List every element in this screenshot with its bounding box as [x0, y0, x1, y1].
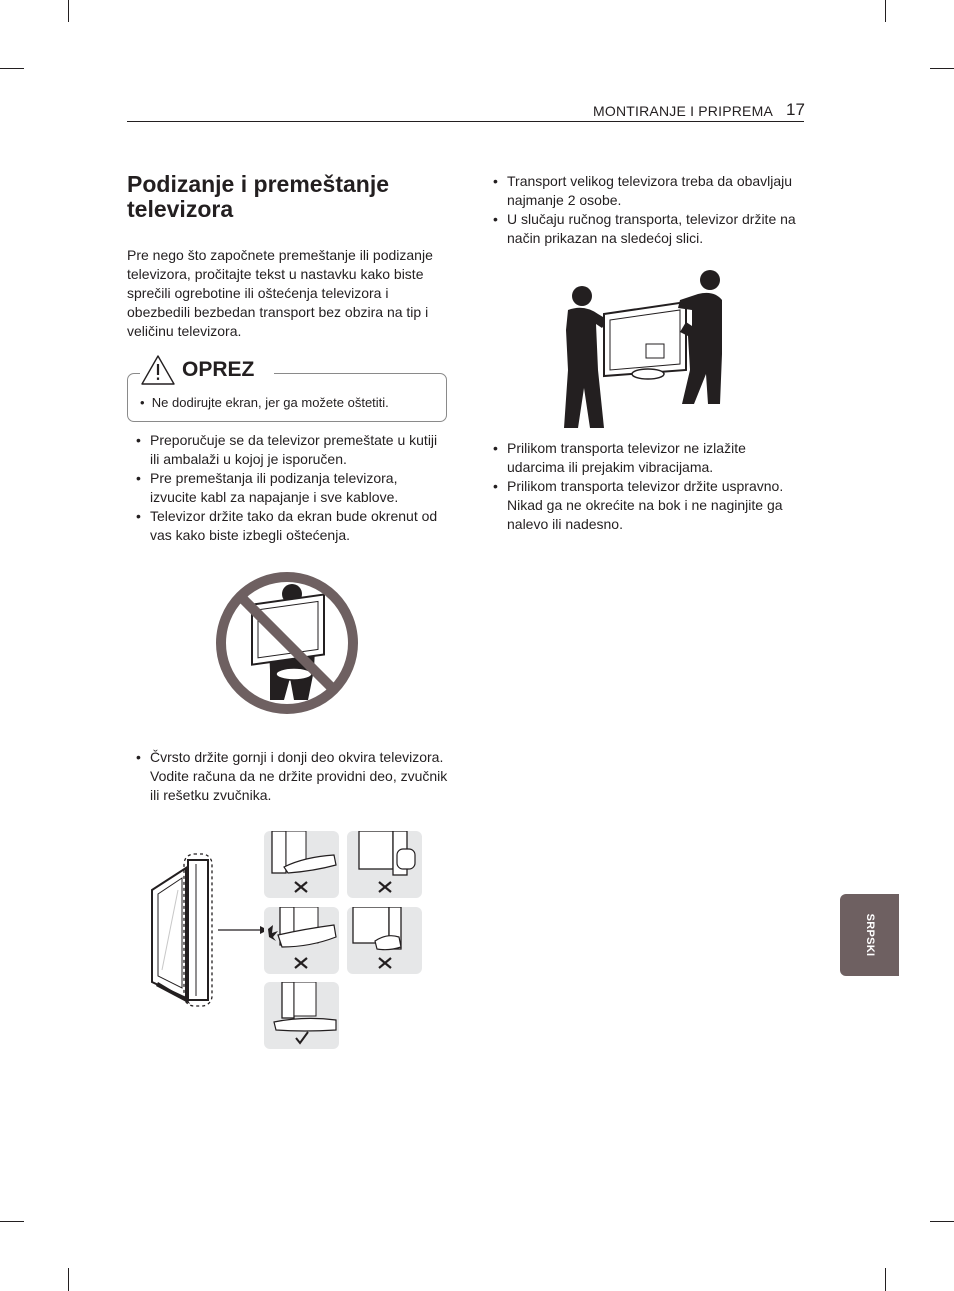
grip-example-correct: [264, 982, 339, 1049]
language-tab-label: SRPSKI: [863, 913, 876, 957]
left-bullet-list-2: [136, 748, 452, 805]
caution-item-text: Ne dodirujte ekran, jer ga možete oštetiti.: [151, 395, 389, 410]
grip-wrong-illustration: [347, 831, 422, 898]
intro-paragraph: Pre nego što započnete premeštanje ili podizanje televizora, pročitajte tekst u nastavku kako biste sprečili ogrebotine ili oštećenja televizora i obezbedili bezbedan transport bez obzira na tip i veličinu televizora.: [127, 247, 433, 339]
header-section-title: MONTIRANJE I PRIPREMA: [593, 103, 773, 119]
crop-mark: [885, 1268, 886, 1291]
list-item: • Preporučuje se da televizor premeštate u kutiji ili ambalaži u kojoj je isporučen.: [136, 431, 448, 469]
crop-mark: [0, 1221, 24, 1222]
grip-wrong-illustration: [264, 831, 339, 898]
list-item: • Transport velikog televizora treba da obavljaju najmanje 2 osobe.: [493, 172, 805, 210]
crop-mark: [930, 68, 954, 69]
grip-example-wrong-4: [347, 907, 422, 974]
grip-wrong-illustration: [347, 907, 422, 974]
caution-header: [140, 350, 274, 390]
page-title: Podizanje i premeštanje televizora: [127, 171, 390, 222]
caution-title: OPREZ: [182, 358, 255, 381]
crop-mark: [68, 1268, 69, 1291]
grip-example-wrong-2: [347, 831, 422, 898]
grip-example-wrong-3: [264, 907, 339, 974]
list-item: • Televizor držite tako da ekran bude okrenut od vas kako biste izbegli oštećenja.: [136, 507, 448, 545]
right-bullet-list-2: [493, 439, 805, 534]
right-bullet-list: [493, 172, 805, 248]
list-item: • Prilikom transporta televizor držite uspravno. Nikad ga ne okrećite na bok i ne naginjite ga nalevo ili nadesno.: [493, 477, 805, 534]
crop-mark: [885, 0, 886, 22]
grip-wrong-illustration: [264, 907, 339, 974]
list-item: • U slučaju ručnog transporta, televizor držite na način prikazan na sledećoj slici.: [493, 210, 805, 248]
prohibited-single-person-illustration: [214, 570, 360, 716]
caution-item: • Ne dodirujte ekran, jer ga možete oštetiti.: [140, 395, 389, 410]
crop-mark: [930, 1221, 954, 1222]
list-item: • Čvrsto držite gornji i donji deo okvira televizora. Vodite računa da ne držite providni deo, zvučnik ili rešetku zvučnika.: [136, 748, 452, 805]
crop-mark: [0, 68, 24, 69]
left-bullet-list: [136, 431, 448, 545]
warning-triangle-icon: [140, 354, 176, 386]
grip-example-wrong-1: [264, 831, 339, 898]
two-person-carry-illustration: [562, 270, 724, 428]
header-divider: [127, 121, 804, 122]
list-item: • Pre premeštanja ili podizanja televizora, izvucite kabl za napajanje i sve kablove.: [136, 469, 448, 507]
crop-mark: [68, 0, 69, 22]
list-item: • Prilikom transporta televizor ne izlažite udarcima ili prejakim vibracijama.: [493, 439, 805, 477]
language-tab: [840, 894, 899, 976]
tv-side-frame-illustration: [148, 850, 268, 1010]
grip-correct-illustration: [264, 982, 339, 1049]
page-number: 17: [786, 100, 805, 119]
